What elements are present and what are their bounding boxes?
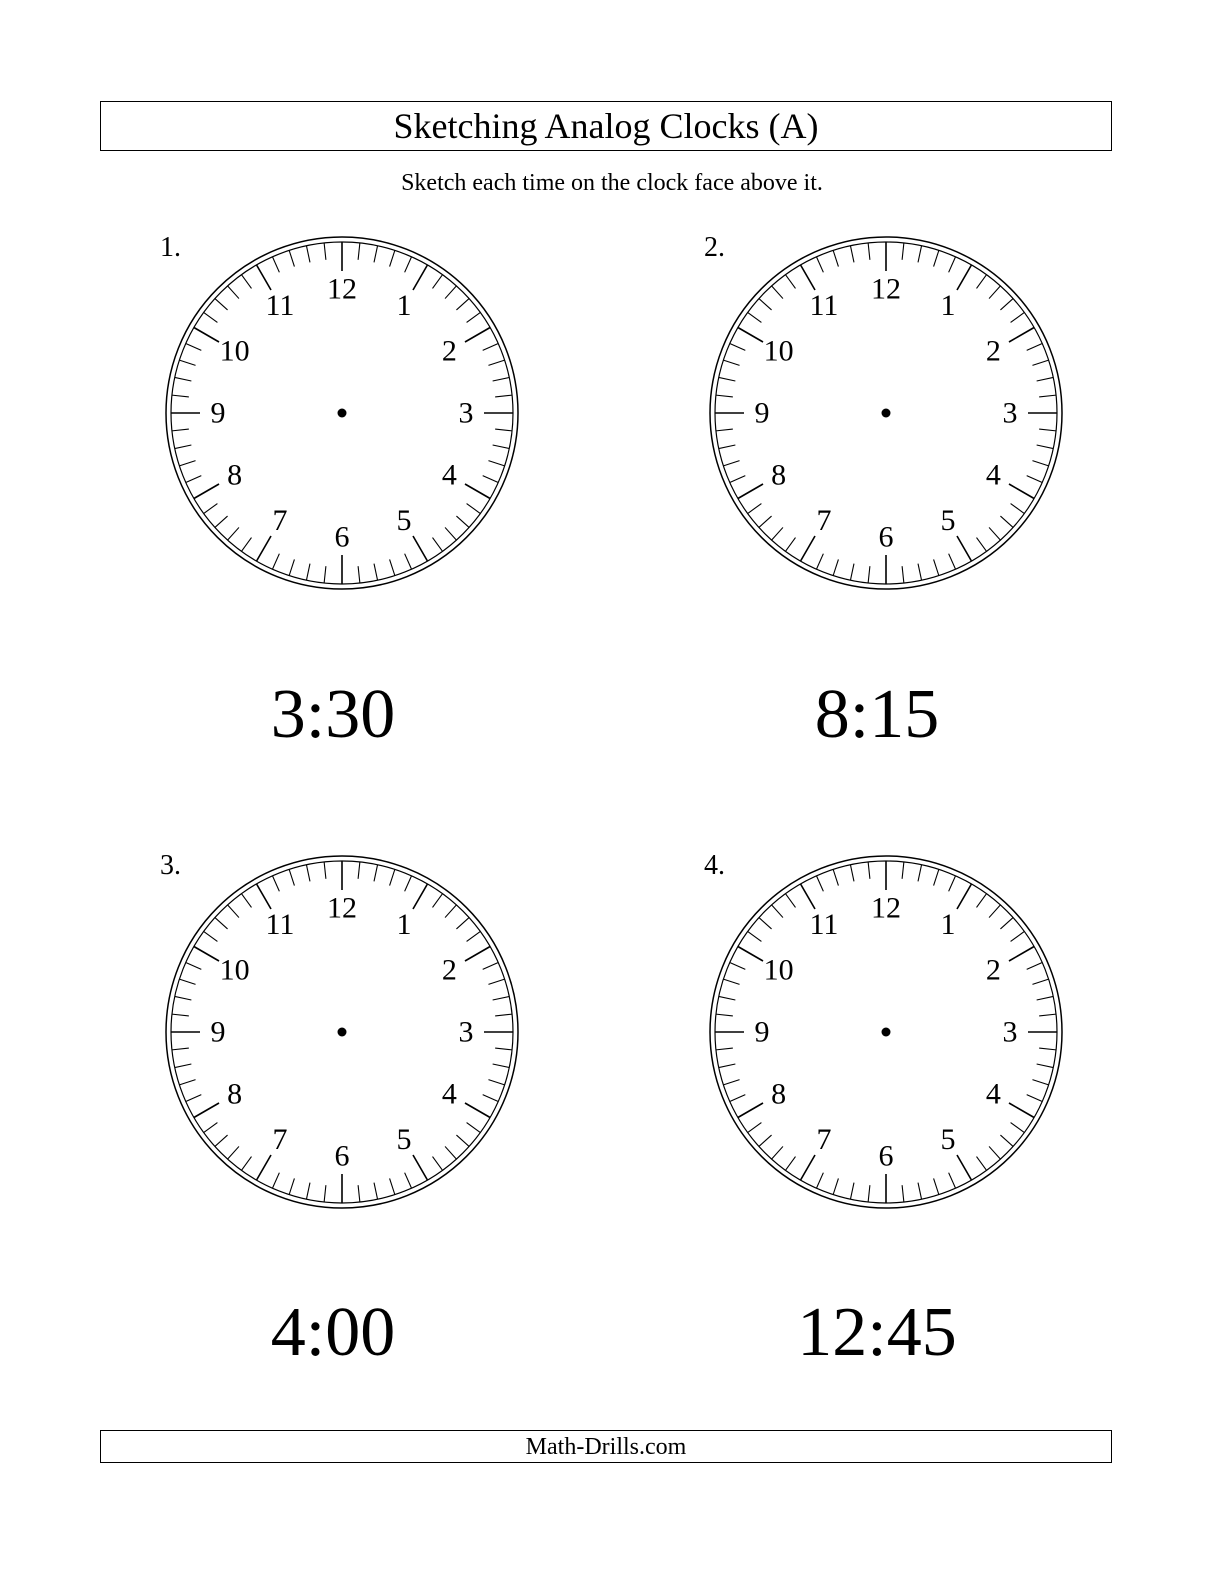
- clock-numeral: 11: [809, 289, 839, 323]
- minute-tick: [748, 312, 762, 322]
- minute-tick: [172, 1048, 189, 1050]
- clock-numeral: 1: [940, 289, 956, 323]
- clock-numeral: 8: [771, 1077, 787, 1111]
- minute-tick: [433, 894, 443, 908]
- minute-tick: [324, 862, 326, 879]
- minute-tick: [172, 1014, 189, 1016]
- clock-numeral: 10: [763, 334, 794, 368]
- minute-tick: [1011, 312, 1025, 322]
- minute-tick: [719, 445, 736, 449]
- minute-tick: [716, 395, 733, 397]
- minute-tick: [289, 1178, 294, 1194]
- hour-tick: [465, 484, 490, 499]
- time-label-3: 4:00: [270, 1294, 396, 1371]
- hour-tick: [413, 536, 428, 561]
- hour-tick: [1009, 947, 1034, 962]
- minute-tick: [186, 962, 202, 969]
- hour-tick: [738, 947, 763, 962]
- clock-numeral: 2: [441, 334, 457, 368]
- minute-tick: [850, 246, 854, 263]
- clock-numeral: 1: [396, 908, 412, 942]
- minute-tick: [175, 377, 192, 381]
- minute-tick: [1037, 377, 1054, 381]
- minute-tick: [719, 996, 736, 1000]
- minute-tick: [918, 1183, 922, 1200]
- time-label-1: 3:30: [270, 676, 396, 753]
- hour-tick: [801, 265, 816, 290]
- minute-tick: [405, 257, 412, 273]
- minute-tick: [467, 931, 481, 941]
- minute-tick: [1027, 343, 1043, 350]
- problem-number-3: 3.: [160, 850, 181, 881]
- minute-tick: [172, 395, 189, 397]
- minute-tick: [272, 876, 279, 892]
- minute-tick: [719, 1064, 736, 1068]
- minute-tick: [175, 1064, 192, 1068]
- minute-tick: [833, 250, 838, 266]
- minute-tick: [488, 979, 504, 984]
- minute-tick: [868, 243, 870, 260]
- minute-tick: [1011, 931, 1025, 941]
- minute-tick: [493, 996, 510, 1000]
- minute-tick: [306, 564, 310, 581]
- minute-tick: [495, 1014, 512, 1016]
- minute-tick: [374, 1183, 378, 1200]
- clock-face-1[interactable]: [162, 233, 522, 593]
- footer-box: [100, 1430, 1112, 1463]
- minute-tick: [772, 286, 783, 299]
- minute-tick: [456, 918, 469, 929]
- minute-tick: [483, 343, 499, 350]
- minute-tick: [405, 876, 412, 892]
- minute-tick: [306, 246, 310, 263]
- minute-tick: [358, 566, 360, 583]
- clock-numeral: 12: [327, 891, 357, 925]
- minute-tick: [289, 559, 294, 575]
- clock-numeral: 1: [940, 908, 956, 942]
- hour-tick: [801, 884, 816, 909]
- clock-center-dot: [338, 409, 347, 418]
- minute-tick: [186, 476, 202, 483]
- minute-tick: [716, 1048, 733, 1050]
- minute-tick: [1037, 445, 1054, 449]
- clock-numeral: 7: [272, 1122, 288, 1156]
- hour-tick: [413, 1155, 428, 1180]
- minute-tick: [179, 979, 195, 984]
- minute-tick: [949, 257, 956, 273]
- hour-tick: [1009, 1103, 1034, 1118]
- minute-tick: [1027, 476, 1043, 483]
- minute-tick: [1011, 1123, 1025, 1133]
- clock-numeral: 4: [441, 1077, 457, 1111]
- minute-tick: [374, 865, 378, 882]
- minute-tick: [186, 1095, 202, 1102]
- minute-tick: [989, 1146, 1000, 1159]
- minute-tick: [989, 905, 1000, 918]
- minute-tick: [445, 905, 456, 918]
- minute-tick: [902, 243, 904, 260]
- minute-tick: [730, 343, 746, 350]
- minute-tick: [850, 564, 854, 581]
- minute-tick: [433, 538, 443, 552]
- hour-tick: [194, 1103, 219, 1118]
- minute-tick: [850, 865, 854, 882]
- clock-numeral: 12: [871, 891, 901, 925]
- minute-tick: [289, 869, 294, 885]
- minute-tick: [833, 869, 838, 885]
- minute-tick: [433, 1157, 443, 1171]
- clock-numeral: 9: [210, 1015, 226, 1049]
- minute-tick: [1000, 516, 1013, 527]
- minute-tick: [723, 461, 739, 466]
- minute-tick: [816, 876, 823, 892]
- minute-tick: [215, 299, 228, 310]
- minute-tick: [272, 257, 279, 273]
- minute-tick: [215, 516, 228, 527]
- hour-tick: [465, 328, 490, 343]
- minute-tick: [228, 527, 239, 540]
- problem-number-1: 1.: [160, 232, 181, 263]
- clock-numeral: 7: [816, 503, 832, 537]
- clock-numeral: 10: [219, 953, 250, 987]
- minute-tick: [833, 559, 838, 575]
- hour-tick: [738, 328, 763, 343]
- minute-tick: [716, 1014, 733, 1016]
- clock-numeral: 11: [265, 289, 295, 323]
- minute-tick: [215, 918, 228, 929]
- minute-tick: [850, 1183, 854, 1200]
- clock-numeral: 11: [809, 908, 839, 942]
- minute-tick: [175, 996, 192, 1000]
- clock-numeral: 6: [878, 1139, 894, 1173]
- hour-tick: [413, 884, 428, 909]
- minute-tick: [868, 566, 870, 583]
- clock-face-4[interactable]: [706, 852, 1066, 1212]
- minute-tick: [374, 564, 378, 581]
- minute-tick: [405, 554, 412, 570]
- clock-numeral: 10: [763, 953, 794, 987]
- minute-tick: [1039, 1048, 1056, 1050]
- minute-tick: [902, 862, 904, 879]
- minute-tick: [730, 476, 746, 483]
- title-box: [100, 101, 1112, 151]
- minute-tick: [989, 286, 1000, 299]
- minute-tick: [934, 1178, 939, 1194]
- clock-numeral: 4: [985, 458, 1001, 492]
- minute-tick: [949, 1173, 956, 1189]
- clock-numeral: 3: [458, 396, 474, 430]
- clock-numeral: 8: [771, 458, 787, 492]
- minute-tick: [1037, 1064, 1054, 1068]
- minute-tick: [228, 1146, 239, 1159]
- minute-tick: [488, 461, 504, 466]
- clock-numeral: 2: [441, 953, 457, 987]
- minute-tick: [816, 1173, 823, 1189]
- minute-tick: [759, 516, 772, 527]
- minute-tick: [816, 257, 823, 273]
- minute-tick: [1011, 504, 1025, 514]
- clock-numeral: 5: [940, 503, 956, 537]
- clock-numeral: 6: [334, 520, 350, 554]
- minute-tick: [306, 1183, 310, 1200]
- minute-tick: [868, 1185, 870, 1202]
- minute-tick: [445, 527, 456, 540]
- minute-tick: [324, 243, 326, 260]
- minute-tick: [374, 246, 378, 263]
- minute-tick: [483, 1095, 499, 1102]
- minute-tick: [1039, 429, 1056, 431]
- hour-tick: [738, 1103, 763, 1118]
- clock-numeral: 12: [327, 272, 357, 306]
- minute-tick: [467, 312, 481, 322]
- page-title: Sketching Analog Clocks (A): [393, 106, 819, 146]
- instructions: Sketch each time on the clock face above it.: [401, 170, 823, 196]
- minute-tick: [306, 865, 310, 882]
- clock-numeral: 8: [227, 458, 243, 492]
- minute-tick: [495, 429, 512, 431]
- time-label-4: 12:45: [797, 1294, 957, 1371]
- clock-numeral: 9: [754, 1015, 770, 1049]
- minute-tick: [977, 275, 987, 289]
- minute-tick: [467, 1123, 481, 1133]
- hour-tick: [957, 536, 972, 561]
- minute-tick: [902, 566, 904, 583]
- minute-tick: [272, 554, 279, 570]
- clock-face-3[interactable]: [162, 852, 522, 1212]
- minute-tick: [816, 554, 823, 570]
- minute-tick: [723, 360, 739, 365]
- minute-tick: [204, 504, 218, 514]
- hour-tick: [257, 536, 272, 561]
- clock-numeral: 9: [754, 396, 770, 430]
- minute-tick: [977, 538, 987, 552]
- minute-tick: [405, 1173, 412, 1189]
- minute-tick: [204, 312, 218, 322]
- clock-numeral: 7: [272, 503, 288, 537]
- clock-numeral: 6: [334, 1139, 350, 1173]
- hour-tick: [465, 947, 490, 962]
- minute-tick: [918, 564, 922, 581]
- minute-tick: [723, 979, 739, 984]
- minute-tick: [785, 275, 795, 289]
- minute-tick: [179, 360, 195, 365]
- minute-tick: [179, 461, 195, 466]
- problem-number-2: 2.: [704, 232, 725, 263]
- clock-numeral: 12: [871, 272, 901, 306]
- minute-tick: [934, 869, 939, 885]
- minute-tick: [748, 1123, 762, 1133]
- clock-numeral: 10: [219, 334, 250, 368]
- minute-tick: [456, 516, 469, 527]
- minute-tick: [1000, 918, 1013, 929]
- minute-tick: [358, 1185, 360, 1202]
- clock-numeral: 5: [396, 503, 412, 537]
- minute-tick: [493, 377, 510, 381]
- minute-tick: [1037, 996, 1054, 1000]
- minute-tick: [989, 527, 1000, 540]
- clock-numeral: 9: [210, 396, 226, 430]
- clock-numeral: 8: [227, 1077, 243, 1111]
- minute-tick: [833, 1178, 838, 1194]
- minute-tick: [772, 905, 783, 918]
- minute-tick: [759, 299, 772, 310]
- minute-tick: [719, 377, 736, 381]
- minute-tick: [949, 554, 956, 570]
- minute-tick: [228, 905, 239, 918]
- minute-tick: [241, 275, 251, 289]
- minute-tick: [949, 876, 956, 892]
- clock-center-dot: [338, 1028, 347, 1037]
- minute-tick: [483, 962, 499, 969]
- clock-numeral: 3: [1002, 1015, 1018, 1049]
- minute-tick: [390, 559, 395, 575]
- minute-tick: [716, 429, 733, 431]
- minute-tick: [467, 504, 481, 514]
- minute-tick: [1032, 1080, 1048, 1085]
- minute-tick: [204, 1123, 218, 1133]
- minute-tick: [456, 299, 469, 310]
- minute-tick: [902, 1185, 904, 1202]
- hour-tick: [257, 884, 272, 909]
- minute-tick: [785, 894, 795, 908]
- minute-tick: [1027, 962, 1043, 969]
- hour-tick: [738, 484, 763, 499]
- minute-tick: [241, 894, 251, 908]
- hour-tick: [957, 884, 972, 909]
- hour-tick: [957, 265, 972, 290]
- minute-tick: [1032, 461, 1048, 466]
- minute-tick: [483, 476, 499, 483]
- hour-tick: [257, 1155, 272, 1180]
- footer-text: Math-Drills.com: [525, 1433, 687, 1460]
- minute-tick: [358, 243, 360, 260]
- minute-tick: [1000, 1135, 1013, 1146]
- clock-numeral: 5: [396, 1122, 412, 1156]
- minute-tick: [759, 1135, 772, 1146]
- hour-tick: [413, 265, 428, 290]
- minute-tick: [934, 559, 939, 575]
- minute-tick: [918, 246, 922, 263]
- hour-tick: [194, 947, 219, 962]
- minute-tick: [1032, 360, 1048, 365]
- minute-tick: [748, 504, 762, 514]
- minute-tick: [748, 931, 762, 941]
- minute-tick: [977, 894, 987, 908]
- minute-tick: [785, 1157, 795, 1171]
- minute-tick: [493, 1064, 510, 1068]
- minute-tick: [493, 445, 510, 449]
- minute-tick: [358, 862, 360, 879]
- minute-tick: [1039, 395, 1056, 397]
- clock-numeral: 4: [985, 1077, 1001, 1111]
- minute-tick: [772, 1146, 783, 1159]
- hour-tick: [465, 1103, 490, 1118]
- minute-tick: [390, 250, 395, 266]
- minute-tick: [204, 931, 218, 941]
- minute-tick: [456, 1135, 469, 1146]
- minute-tick: [172, 429, 189, 431]
- minute-tick: [390, 869, 395, 885]
- clock-numeral: 3: [458, 1015, 474, 1049]
- hour-tick: [801, 536, 816, 561]
- minute-tick: [934, 250, 939, 266]
- hour-tick: [957, 1155, 972, 1180]
- minute-tick: [228, 286, 239, 299]
- minute-tick: [445, 1146, 456, 1159]
- time-label-2: 8:15: [814, 676, 940, 753]
- minute-tick: [175, 445, 192, 449]
- minute-tick: [324, 566, 326, 583]
- minute-tick: [241, 1157, 251, 1171]
- minute-tick: [495, 395, 512, 397]
- minute-tick: [186, 343, 202, 350]
- clock-numeral: 6: [878, 520, 894, 554]
- minute-tick: [215, 1135, 228, 1146]
- clock-numeral: 2: [985, 953, 1001, 987]
- hour-tick: [1009, 328, 1034, 343]
- problem-number-4: 4.: [704, 850, 725, 881]
- minute-tick: [759, 918, 772, 929]
- minute-tick: [772, 527, 783, 540]
- clock-numeral: 11: [265, 908, 295, 942]
- minute-tick: [495, 1048, 512, 1050]
- hour-tick: [1009, 484, 1034, 499]
- hour-tick: [801, 1155, 816, 1180]
- minute-tick: [241, 538, 251, 552]
- minute-tick: [730, 1095, 746, 1102]
- minute-tick: [730, 962, 746, 969]
- hour-tick: [257, 265, 272, 290]
- clock-numeral: 2: [985, 334, 1001, 368]
- minute-tick: [723, 1080, 739, 1085]
- minute-tick: [977, 1157, 987, 1171]
- minute-tick: [1000, 299, 1013, 310]
- minute-tick: [488, 360, 504, 365]
- hour-tick: [194, 328, 219, 343]
- clock-numeral: 7: [816, 1122, 832, 1156]
- clock-numeral: 5: [940, 1122, 956, 1156]
- minute-tick: [272, 1173, 279, 1189]
- minute-tick: [1032, 979, 1048, 984]
- minute-tick: [868, 862, 870, 879]
- minute-tick: [390, 1178, 395, 1194]
- minute-tick: [1027, 1095, 1043, 1102]
- minute-tick: [433, 275, 443, 289]
- minute-tick: [445, 286, 456, 299]
- minute-tick: [488, 1080, 504, 1085]
- minute-tick: [324, 1185, 326, 1202]
- clock-numeral: 1: [396, 289, 412, 323]
- minute-tick: [179, 1080, 195, 1085]
- clock-numeral: 3: [1002, 396, 1018, 430]
- minute-tick: [785, 538, 795, 552]
- clock-face-2[interactable]: [706, 233, 1066, 593]
- minute-tick: [289, 250, 294, 266]
- clock-center-dot: [882, 409, 891, 418]
- minute-tick: [918, 865, 922, 882]
- hour-tick: [194, 484, 219, 499]
- clock-numeral: 4: [441, 458, 457, 492]
- clock-center-dot: [882, 1028, 891, 1037]
- minute-tick: [1039, 1014, 1056, 1016]
